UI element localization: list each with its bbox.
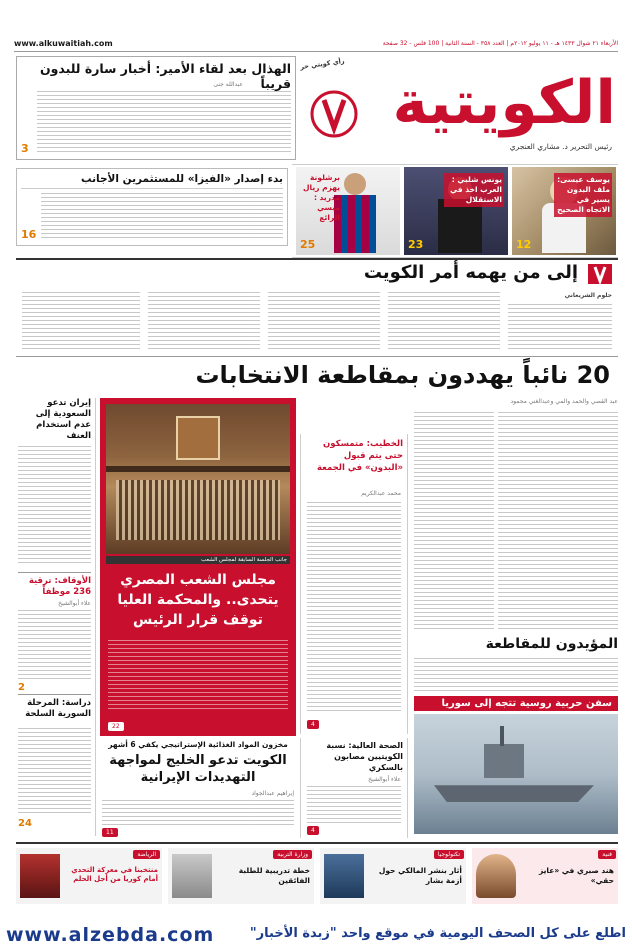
teaser-card[interactable]	[404, 167, 508, 255]
egypt-headline[interactable]: مجلس الشعب المصري يتحدى.. والمحكمة العليا توقف قرار الرئيس	[117, 572, 279, 628]
egypt-page-ref[interactable]: 22	[108, 713, 124, 732]
left-story-headline[interactable]: الأوقاف: ترقية 236 موظفاً	[28, 576, 91, 597]
newspaper-logo[interactable]: الكويتية	[392, 68, 616, 138]
left-story-page-ref[interactable]: 24	[18, 818, 32, 829]
logo-emblem	[306, 86, 362, 142]
logo-tag: رأي كويتي حر	[299, 56, 346, 72]
khatib-box	[300, 434, 408, 734]
teaser-page: 25	[300, 238, 316, 251]
ceremony-author: علاء أبوالشيخ	[368, 776, 401, 783]
strategic-page-ref[interactable]: 11	[102, 819, 118, 838]
foreign-investors-box	[16, 168, 288, 246]
teaser-page: 12	[516, 238, 532, 251]
foreign-investors-page-ref[interactable]: 16	[21, 228, 37, 241]
teaser-label: يونس شلبي : العرب اخذ في الاستقلال	[444, 173, 504, 207]
website-link[interactable]: www.alkuwaitiah.com	[14, 39, 113, 48]
left-story-author: علاء أبوالشيخ	[58, 600, 91, 607]
ceremony-page-ref[interactable]: 4	[307, 817, 319, 836]
left-story-page-ref[interactable]: 2	[18, 682, 25, 693]
foreign-investors-headline[interactable]: بدء إصدار «الفيزا» للمستثمرين الأجانب	[21, 173, 283, 189]
strategic-author: إبراهيم عبدالجواد	[251, 790, 294, 797]
left-story-headline[interactable]: إيران تدعو السعودية إلى عدم استخدام العنف	[35, 398, 91, 441]
bottom-teasers	[16, 842, 618, 904]
bottom-teaser[interactable]: الرياضة منتخبنا في معركة التحدي أمام كوريا من أجل الحلم	[16, 848, 162, 904]
watermark-banner	[0, 920, 632, 952]
khatib-page-ref[interactable]: 4	[307, 711, 319, 730]
bottom-teaser[interactable]: وزارة التربية خطة تدريبية للطلبة الفائقين	[168, 848, 314, 904]
logo-area	[300, 54, 616, 162]
bottom-teaser[interactable]: تكنولوجيا أثار بنشر المالكي حول أزمة بشار	[320, 848, 466, 904]
bottom-teaser[interactable]: فنية هند صبري في «عايز حقي»	[472, 848, 618, 904]
watermark-text: اطلع على كل الصحف اليومية في موقع واحد "زبدة الأخبار"	[249, 926, 626, 941]
left-story-headline[interactable]: دراسة: المرحلة السورية السلحة	[25, 698, 91, 719]
khatib-author: محمد عبدالكريم	[361, 490, 401, 497]
egypt-story	[100, 398, 296, 736]
editorial-headline[interactable]: إلى من يهمه أمر الكويت	[363, 262, 578, 283]
main-story-byline: عبد القصي والحمد والمي وعبدالغني محمود	[510, 398, 618, 405]
top-story-page-ref[interactable]: 3	[21, 142, 29, 155]
syria-ships-story	[414, 696, 618, 834]
main-headline[interactable]: 20 نائباً يهددون بمقاطعة الانتخابات	[195, 361, 610, 389]
top-bar	[14, 38, 618, 52]
teaser-label: برشلونة يهزم ريال مدريد : ميسي الرائع	[303, 173, 340, 222]
syria-ships-headline[interactable]: سفن حربية روسية تتجه إلى سوريا	[414, 696, 618, 711]
ceremony-headline[interactable]: الصحة العالية: نسبة الكويتيين مصابون بالسكري	[326, 741, 403, 772]
syria-ships-photo	[414, 714, 618, 834]
top-story-body	[37, 91, 291, 155]
egypt-photo	[106, 404, 290, 554]
strategic-headline[interactable]: الكويت تدعو الخليج لمواجهة التهديدات الإيرانية	[109, 753, 287, 785]
top-story-headline[interactable]: الهذال بعد لقاء الأمير: أخبار سارة للبدون قريباً	[39, 61, 291, 91]
left-column	[16, 398, 96, 836]
main-story	[16, 356, 618, 394]
strategic-kicker: مخزون المواد الغذائية الإستراتيجي يكفي 6 أشهر	[108, 740, 288, 749]
teaser-card[interactable]	[512, 167, 616, 255]
ceremony-box	[300, 738, 408, 838]
egypt-caption: جانب الجلسة السابقة لمجلس الشعب	[106, 556, 290, 564]
issue-info: الأربعاء ٢١ شوال ١٤٣٣ هـ - ١١ يوليو ٢٠١٢م | العدد ٣٥٨ - السنة الثانية | 100 فلس - 32 صفحة	[382, 40, 618, 47]
teaser-strip	[292, 164, 618, 258]
top-story-author: عبدالله جنى	[213, 81, 243, 88]
editorial-author: حلوم الشريعاني	[564, 292, 612, 299]
top-story-box	[16, 56, 296, 160]
main-sub-headline[interactable]: المؤيدون للمقاطعة	[485, 636, 618, 652]
main-story-body	[498, 412, 618, 632]
editorial-section	[16, 258, 618, 354]
watermark-url[interactable]: www.alzebda.com	[6, 924, 215, 946]
editorial-logo-icon	[588, 264, 612, 284]
strategic-story	[100, 738, 296, 838]
khatib-headline[interactable]: الخطيب: متمسكون حتى يتم قبول «البدون» في الجمعة	[317, 439, 403, 473]
teaser-label: يوسف عيسى: ملف البدون يسير في الاتجاه الصحيح	[554, 173, 612, 217]
editor-line: رئيس التحرير د. مشاري العنجري	[509, 142, 612, 151]
teaser-card[interactable]	[296, 167, 400, 255]
teaser-page: 23	[408, 238, 424, 251]
